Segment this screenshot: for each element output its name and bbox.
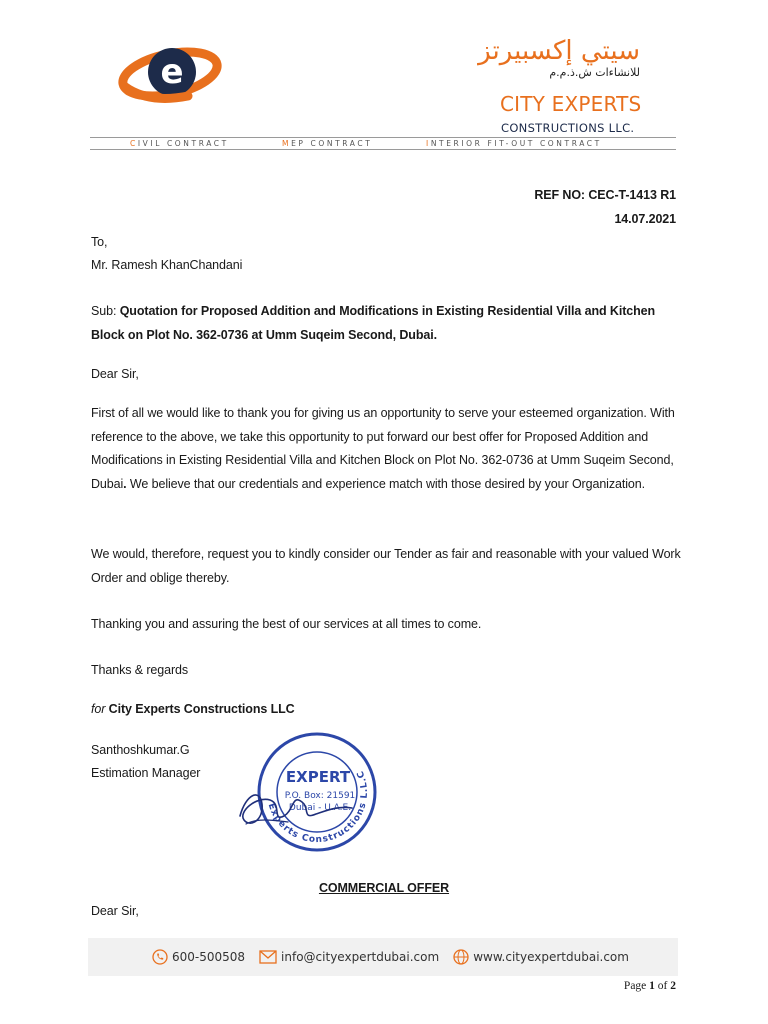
company-stamp [232, 724, 392, 854]
division-interior: INTERIOR FIT-OUT CONTRACT [426, 139, 602, 148]
stamp-po-box: P.O. Box: 21591 [284, 791, 356, 801]
company-logo [118, 38, 222, 108]
stamp-city: Dubai - U.A.E. [288, 803, 352, 813]
globe-icon [453, 949, 469, 965]
email-icon [259, 950, 277, 964]
division-strip [90, 138, 676, 149]
letter-date: 14.07.2021 [614, 212, 676, 226]
footer-phone: 600-500508 [152, 946, 245, 968]
footer-email[interactable]: info@cityexpertdubai.com [259, 946, 439, 968]
logo-letter: e [160, 52, 184, 92]
division-mep: MEP CONTRACT [282, 139, 373, 148]
salutation-second: Dear Sir, [91, 904, 139, 918]
paragraph-thanks: Thanking you and assuring the best of our services at all times to come. [91, 617, 482, 631]
subject-text: Quotation for Proposed Addition and Modifications in Existing Residential Villa and Kitchen Block on Plot No. 362-0736 at Umm Suqeim Second, Dubai. [91, 304, 656, 342]
phone-icon [152, 949, 168, 965]
company-signoff: for City Experts Constructions LLC [91, 702, 295, 716]
arabic-company-name: سيتي إكسبيرتز [478, 36, 640, 66]
paragraph-intro: First of all we would like to thank you for giving us an opportunity to serve your esteemed organization. With reference to the above, we take this opportunity to put forward our best offer for Proposed Addition and Modifications in Existing Residential Villa and Kitchen Block on Plot No. 362-0736 at Umm Suqeim Second, Dubai. We believe that our credentials and experience match with those desired by your Organization. [91, 406, 675, 491]
brand-name: CITY EXPERTS [500, 92, 642, 116]
stamp-ring-text: Experts Constructions L.L.C [265, 768, 371, 846]
division-civil: CIVIL CONTRACT [130, 139, 229, 148]
signer-role: Estimation Manager [91, 766, 201, 780]
closing: Thanks & regards [91, 663, 189, 677]
reference-number: REF NO: CEC-T-1413 R1 [534, 188, 676, 202]
recipient-name: Mr. Ramesh KhanChandani [91, 258, 243, 272]
stamp-brand: EXPERT [285, 768, 351, 786]
header-rule-bottom [90, 149, 676, 150]
subject-line [91, 300, 691, 347]
footer-website[interactable]: www.cityexpertdubai.com [453, 946, 629, 968]
subject-prefix: Sub: [91, 304, 120, 318]
commercial-offer-heading: COMMERCIAL OFFER [318, 881, 450, 895]
to-line: To, [91, 235, 108, 249]
arabic-company-sub: للانشاءات ش.ذ.م.م [549, 66, 640, 79]
salutation: Dear Sir, [91, 367, 139, 381]
signer-name: Santhoshkumar.G [91, 743, 190, 757]
paragraph-request: We would, therefore, request you to kindly consider our Tender as fair and reasonable with your valued Work Order and oblige thereby. [91, 547, 681, 585]
brand-subtitle: CONSTRUCTIONS LLC. [501, 121, 635, 135]
contact-footer [152, 946, 629, 968]
page-number: Page 1 of 2 [623, 980, 676, 992]
